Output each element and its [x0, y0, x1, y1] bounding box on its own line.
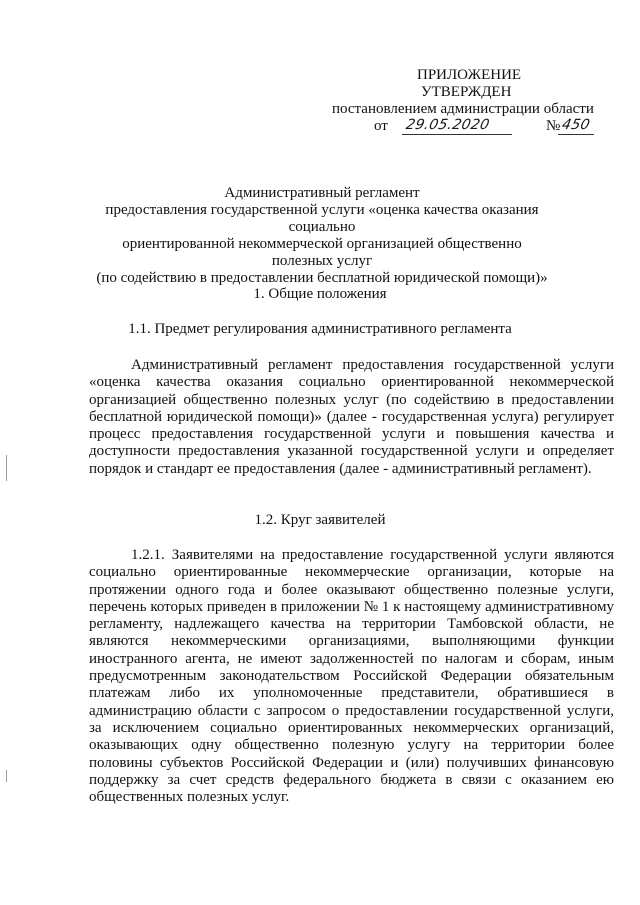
subsection-paragraph-subject: Административный регламент предоставления государственной услуги «оценка качества оказания социально ориентированной некоммерческой организацией общественно полезных услуг (по содействию в предоставлении бесплатной юридической помощи)» (далее - государственная услуга) регулирует процесс предоставления государственной услуги и повышения качества и доступности предоставления указанной государственной услуги и определяет порядок и стандарт ее предоставления (далее - административный регламент).	[89, 357, 614, 477]
date-prefix: от	[374, 118, 388, 134]
document-title	[92, 185, 552, 287]
approval-label: ПРИЛОЖЕНИЕ	[417, 67, 522, 83]
title-line-2: предоставления государственной услуги «оценка качества оказания социально	[105, 202, 539, 235]
approval-authority: постановлением администрации области	[332, 101, 594, 117]
number-underline	[558, 134, 594, 135]
handwritten-number: 450	[560, 117, 592, 133]
subsection-heading-subject: 1.1. Предмет регулирования административного регламента	[128, 321, 512, 337]
scan-margin-mark	[6, 455, 7, 481]
section-heading-general: 1. Общие положения	[253, 286, 387, 302]
approved-label: УТВЕРЖДЕН	[421, 84, 512, 100]
date-underline	[402, 134, 512, 135]
subsection-heading-applicants: 1.2. Круг заявителей	[254, 512, 386, 528]
title-line-3: ориентированной некоммерческой организацией общественно полезных услуг	[122, 236, 522, 269]
handwritten-date: 29.05.2020	[404, 117, 491, 133]
title-line-1: Административный регламент	[224, 185, 420, 201]
subsection-paragraph-applicants: 1.2.1. Заявителями на предоставление государственной услуги являются социально ориентированные некоммерческие организации, которые на протяжении одного года и более оказывают общественно полезные услуги, перечень которых приведен в приложении № 1 к настоящему административному регламенту, надлежащего качества на территории Тамбовской области, не являются некоммерческими организациями, выполняющими функции иностранного агента, не имеют задолженностей по налогам и сборам, иным предусмотренным законодательством Российской Федерации обязательным платежам либо их уполномоченные представители, обратившиеся в администрацию области с запросом о предоставлении государственной услуги, за исключением социально ориентированных некоммерческих организаций, оказывающих одну общественно полезную услугу на территории более половины субъектов Российской Федерации и (или) получивших финансовую поддержку за счет средств федерального бюджета в связи с оказанием ею общественных полезных услуг.	[89, 547, 614, 806]
scan-margin-mark	[6, 770, 7, 782]
number-prefix: №	[546, 118, 561, 134]
title-line-4: (по содействию в предоставлении бесплатной юридической помощи)»	[96, 270, 548, 286]
